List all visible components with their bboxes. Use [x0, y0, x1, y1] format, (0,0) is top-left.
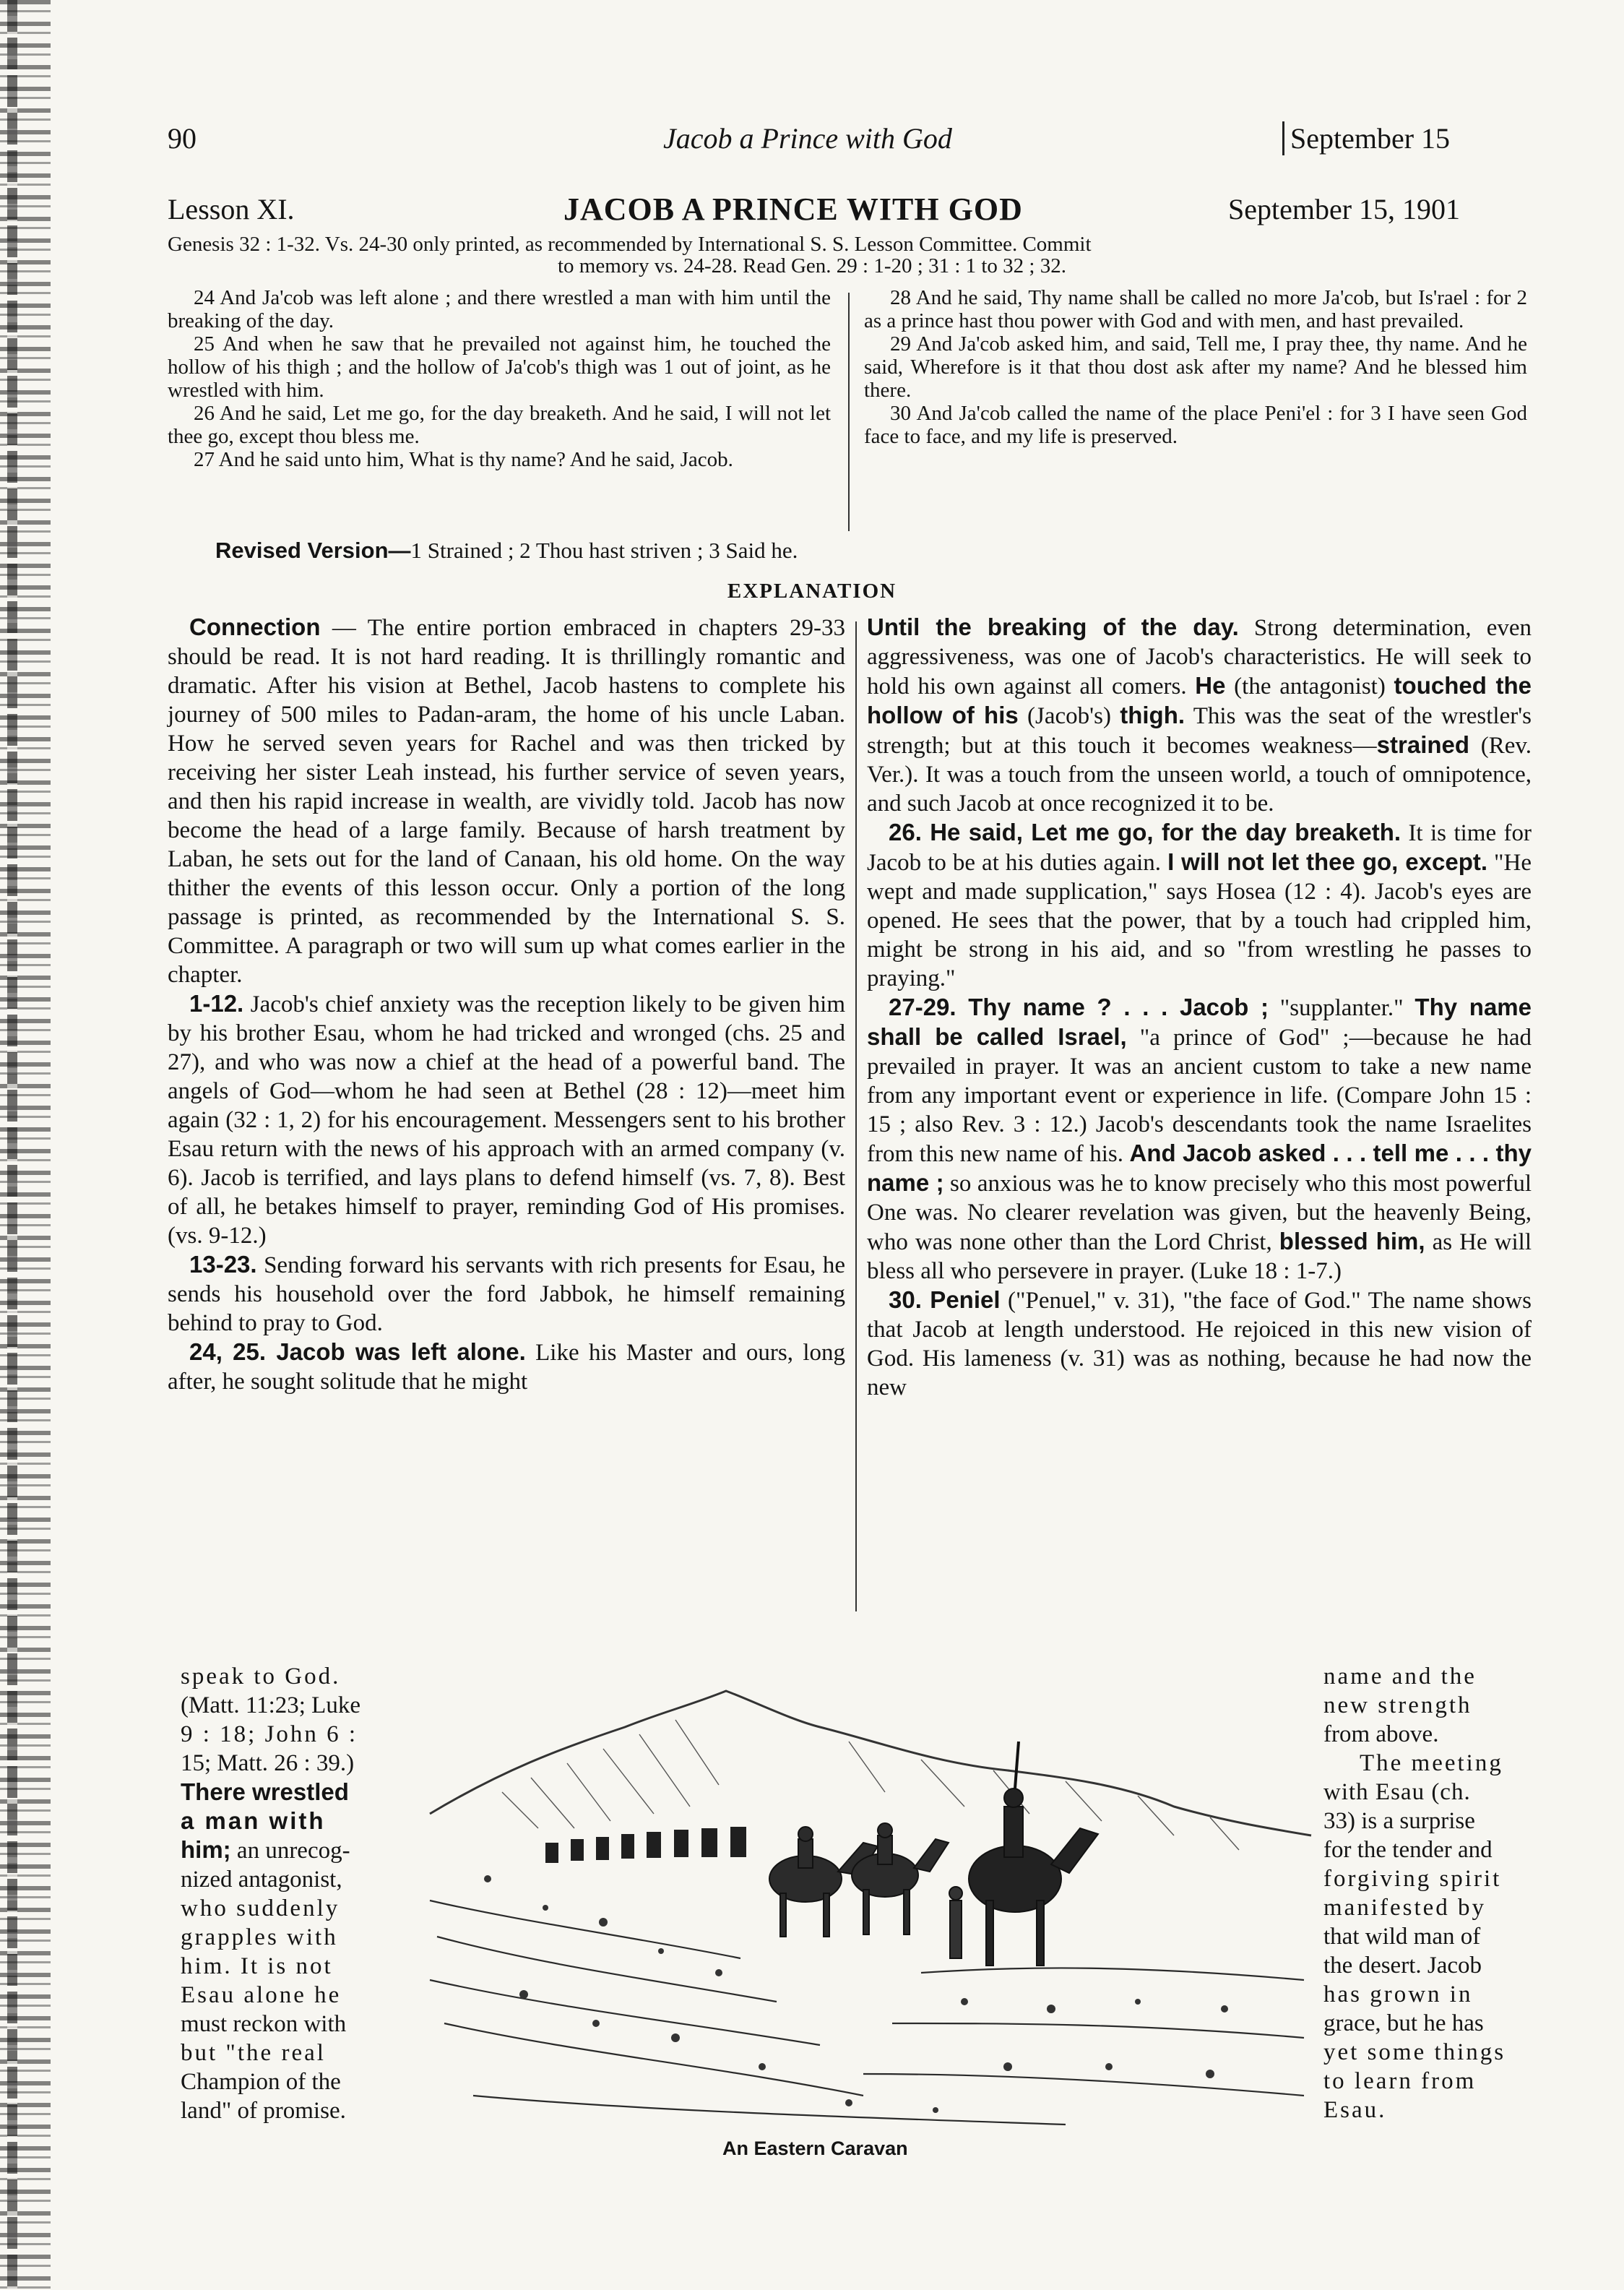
- wrap-left-rest-2: who suddenly: [181, 1895, 340, 1921]
- verse-24: 24 And Ja'cob was left alone ; and there wrestled a man with him until the breaking of the day.: [168, 286, 831, 332]
- lead-camel: [969, 1742, 1098, 1966]
- kw-1-12: 1-12.: [189, 990, 244, 1017]
- para-breaking: [867, 613, 1532, 818]
- verse-27: 27 And he said unto him, What is thy name? And he said, Jacob.: [194, 448, 733, 471]
- verse-25: 25 And when he saw that he prevailed not against him, he touched the hollow of his thigh ; and the hollow of Ja'cob's thigh was 1 out of joint, as he wrestled with him.: [168, 332, 831, 402]
- wrap-left-kw-1: a man with: [181, 1807, 326, 1834]
- walking-figure: [949, 1887, 962, 1958]
- text-27b: "a prince of God" ;—because he had prevailed in prayer. It was an ancient custom to take a new name from any important event or experience in life. (Compare John 15 : 15 ; also Rev. 3 : 12.) Jacob's descendants took the name Israelites from this new name of his.: [867, 1025, 1532, 1167]
- scripture-right: [864, 286, 1527, 448]
- wrap-left-rest-7: but "the real: [181, 2040, 326, 2066]
- wrap-left-kw-0: There wrestled: [181, 1778, 349, 1805]
- kw-27b: Thy name shall be called Israel,: [867, 994, 1532, 1050]
- text-13-23: Sending forward his servants with rich presents for Esau, he sends his household over the ford Jabbok, he himself remaining behind to pray to God.: [168, 1252, 845, 1336]
- wrap-right-3: The meeting: [1360, 1750, 1503, 1776]
- page-number: 90: [168, 122, 196, 155]
- para-26: [867, 818, 1532, 993]
- scripture-left: [168, 286, 831, 471]
- kw-26: 26. He said, Let me go, for the day breaketh.: [889, 819, 1401, 845]
- text-30: ("Penuel," v. 31), "the face of God." The name shows that Jacob at length understood. He rejoiced in this new vision of God. His lameness (v. 31) was as nothing, because he had now the new: [867, 1288, 1532, 1400]
- wrap-left-0: speak to God.: [181, 1663, 341, 1689]
- kw-24-25: 24, 25. Jacob was left alone.: [189, 1338, 526, 1365]
- kw-13-23: 13-23.: [189, 1251, 257, 1278]
- distant-caravan: [545, 1827, 746, 1863]
- camel-group: [769, 1823, 949, 1937]
- text-26: It is time for Jacob to be at his duties again.: [867, 820, 1532, 876]
- wrap-right-14: to learn from: [1323, 2068, 1477, 2094]
- wrap-left-3: 15; Matt. 26 : 39.): [181, 1750, 355, 1776]
- text-jacobs: (Jacob's): [1018, 703, 1120, 729]
- wrap-left-2: 9 : 18; John 6 :: [181, 1721, 358, 1747]
- column-divider: [855, 621, 857, 1611]
- para-13-23: [168, 1250, 845, 1338]
- para-30: [867, 1286, 1532, 1402]
- verse-29: 29 And Ja'cob asked him, and said, Tell me, I pray thee, thy name. And he said, Wherefore is it that thou dost ask after my name? And he blessed him there.: [864, 332, 1527, 402]
- kw-he: He: [1195, 672, 1226, 699]
- wrap-right-10: the desert. Jacob: [1323, 1953, 1482, 1979]
- explanation-left: [168, 613, 845, 1396]
- text-27c: so anxious was he to know precisely who this most powerful One was. No clearer revelation was given, but the heavenly Being, who was none other than the Lord Christ,: [867, 1171, 1532, 1255]
- text-connection: — The entire portion embraced in chapters 29-33 should be read. It is not hard reading. It is thrillingly romantic and dramatic. After his vision at Bethel, Jacob hastens to complete his journey of 500 miles to Padan-aram, the home of his uncle Laban. How he served seven years for Rachel and was then tricked by receiving her sister Leah instead, his further service of seven years, and then his rapid increase in wealth, are vividly told. Jacob has now become the head of a large family. Because of harsh treatment by Laban, he sets out for the land of Canaan, his old home. On the way thither the events of this lesson occur. Only a portion of the long passage is printed, as recommended by the International S. S. Committee. A paragraph or two will sum up what comes earlier in the chapter.: [168, 615, 845, 988]
- para-24-25: [168, 1338, 845, 1396]
- kw-26b: I will not let thee go, except.: [1167, 848, 1488, 875]
- wrap-right-7: forgiving spirit: [1323, 1866, 1502, 1892]
- text-1-12: Jacob's chief anxiety was the reception likely to be given him by his brother Esau, whom he had tricked and wronged (chs. 25 and 27), and who was now a chief at the head of a powerful band. The angels of God—whom he had seen at Bethel (28 : 12)—meet him again (32 : 1, 2) for his encouragement. Messengers sent to his brother Esau return with the news of his approach with an armed company (v. 6). Jacob is terrified, and lays plans to defend himself (vs. 7, 8). Best of all, he betakes himself to prayer, reminding God of His promises. (vs. 9-12.): [168, 991, 845, 1249]
- wrap-left-rest-5: Esau alone he: [181, 1982, 342, 2008]
- text-27d: as He will bless all who persevere in prayer. (Luke 18 : 1-7.): [867, 1229, 1532, 1284]
- wrap-right-13: yet some things: [1323, 2039, 1506, 2065]
- wrap-left-1: (Matt. 11:23; Luke: [181, 1692, 360, 1718]
- verse-28: 28 And he said, Thy name shall be called no more Ja'cob, but Is'rael : for 2 as a prince hast thou power with God and with men, and hast prevailed.: [864, 286, 1527, 332]
- kw-thigh: thigh.: [1120, 702, 1185, 728]
- kw-27: 27-29. Thy name ? . . . Jacob ;: [889, 994, 1269, 1020]
- revised-version: [215, 538, 798, 564]
- revised-text: 1 Strained ; 2 Thou hast striven ; 3 Said he.: [410, 538, 798, 563]
- wrap-right-11: has grown in: [1323, 1981, 1473, 2007]
- para-connection: [168, 613, 845, 989]
- wrap-right-12: grace, but he has: [1323, 2010, 1484, 2036]
- explanation-heading: EXPLANATION: [727, 580, 897, 603]
- verse-26: 26 And he said, Let me go, for the day breaketh. And he said, I will not let thee go, except thou bless me.: [168, 402, 831, 448]
- wrap-right-4: with Esau (ch.: [1323, 1779, 1471, 1805]
- kw-connection: Connection: [189, 614, 321, 640]
- wrap-left-rest-1: nized antagonist,: [181, 1867, 342, 1893]
- wrap-left-rest-6: must reckon with: [181, 2011, 347, 2037]
- kw-breaking: Until the breaking of the day.: [867, 614, 1239, 640]
- wrap-right-5: 33) is a surprise: [1323, 1808, 1475, 1834]
- para-27-29: [867, 993, 1532, 1286]
- wrap-right-0: name and the: [1323, 1663, 1477, 1689]
- wrap-left-rest-8: Champion of the: [181, 2069, 341, 2095]
- verse-30: 30 And Ja'cob called the name of the place Peni'el : for 3 I have seen God face to face, and my life is preserved.: [864, 402, 1527, 448]
- lesson-label: Lesson XI.: [168, 193, 295, 225]
- wrap-left-rest-4: him. It is not: [181, 1953, 333, 1979]
- text-breaking: Strong determination, even aggressiveness, was one of Jacob's characteristics. He will seek to hold his own against all comers.: [867, 615, 1532, 700]
- kw-27d: blessed him,: [1279, 1228, 1425, 1254]
- right-wrap-column: [1323, 1662, 1540, 2125]
- revised-label: Revised Version—: [215, 538, 411, 563]
- running-title: Jacob a Prince with God: [663, 122, 952, 155]
- reference-line-2: to memory vs. 24-28. Read Gen. 29 : 1-20 ; 31 : 1 to 32 ; 32.: [558, 254, 1066, 277]
- text-26b: "He wept and made supplication," says Hosea (12 : 4). Jacob's eyes are opened. He sees that the power, that by a touch had crippled him, might be strong in his aid, and so "from wrestling he passes to praying.": [867, 850, 1532, 991]
- kw-30: 30. Peniel: [889, 1286, 1001, 1313]
- wrap-right-15: Esau.: [1323, 2097, 1387, 2123]
- reference-line: Genesis 32 : 1-32. Vs. 24-30 only printed, as recommended by International S. S. Lesson Committee. Commit: [168, 233, 1092, 256]
- left-wrap-column: [181, 1662, 419, 2125]
- text-antagonist: (the antagonist): [1225, 673, 1394, 700]
- caravan-illustration: [415, 1662, 1318, 2132]
- text-thigh: This was the seat of the wrestler's strength; but at this touch it becomes weakness—: [867, 703, 1532, 759]
- wrap-left-rest-9: land" of promise.: [181, 2098, 346, 2124]
- text-strained: (Rev. Ver.). It was a touch from the unseen world, a touch of omnipotence, and such Jacob at once recognized it to be.: [867, 733, 1532, 817]
- kw-27c: And Jacob asked . . . tell me . . . thy name ;: [867, 1140, 1532, 1196]
- text-24-25: Like his Master and ours, long after, he sought solitude that he might: [168, 1340, 845, 1395]
- lesson-title: JACOB A PRINCE WITH GOD: [563, 191, 1023, 227]
- ground-stipple: [484, 1875, 1228, 2113]
- header-date: September 15: [1282, 121, 1450, 155]
- explanation-right: [867, 613, 1532, 1402]
- lesson-date: September 15, 1901: [1228, 193, 1461, 225]
- para-1-12: [168, 989, 845, 1250]
- wrap-right-6: for the tender and: [1323, 1837, 1493, 1863]
- scan-edge-left-dark: [7, 0, 17, 2290]
- illustration-caption: An Eastern Caravan: [722, 2138, 908, 2159]
- wrap-left-rest-3: grapples with: [181, 1924, 338, 1950]
- kw-strained: strained: [1376, 731, 1470, 758]
- text-27: "supplanter.": [1269, 995, 1415, 1021]
- wrap-left-rest-0: an unrecog-: [230, 1838, 350, 1864]
- scripture-divider: [848, 293, 850, 531]
- wrap-right-1: new strength: [1323, 1692, 1472, 1718]
- wrap-right-2: from above.: [1323, 1721, 1439, 1747]
- wrap-left-kw-2: him;: [181, 1836, 231, 1863]
- kw-touched: touched the hollow of his: [867, 672, 1532, 728]
- mountain-hatching: [502, 1720, 1239, 1850]
- wrap-right-9: that wild man of: [1323, 1924, 1481, 1950]
- wrap-right-8: manifested by: [1323, 1895, 1487, 1921]
